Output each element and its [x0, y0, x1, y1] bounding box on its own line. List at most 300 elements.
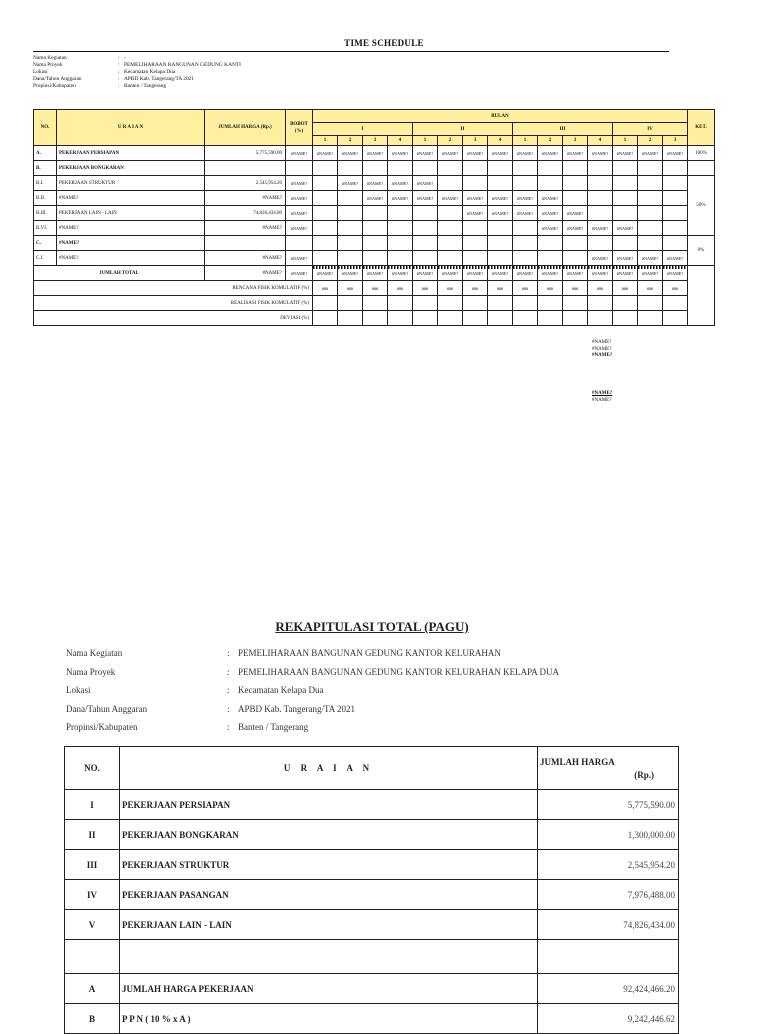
- notes-block: [592, 340, 612, 360]
- cell-week: [438, 176, 463, 191]
- cell-week: #NAME?: [613, 221, 638, 236]
- cell-harga: 74,826,434.00: [205, 206, 286, 221]
- cell-uraian: PEKERJAAN PASANGAN: [120, 880, 538, 910]
- col-header-ket: KET.: [688, 110, 715, 146]
- cell-week: [388, 206, 413, 221]
- signature-name: #NAME?: [592, 391, 613, 396]
- cell-uraian: PEKERJAAN LAIN - LAIN: [57, 206, 205, 221]
- rencana-week: ###: [513, 281, 538, 296]
- info-label: Dana/Tahun Anggaran: [66, 703, 148, 714]
- realisasi-row: [34, 296, 715, 311]
- info-value: Banten / Tangerang: [124, 83, 167, 89]
- cell-harga: 5,775,590.00: [205, 146, 286, 161]
- cell-ket: 100%: [688, 146, 715, 161]
- schedule-table: [33, 109, 715, 326]
- cell-ket: 50%: [688, 176, 715, 236]
- rencana-week: ###: [663, 281, 688, 296]
- info-value: Kecamatan Kelapa Dua: [238, 685, 324, 695]
- cell-week: #NAME?: [563, 206, 588, 221]
- table-row: [65, 850, 679, 880]
- cell-week: [363, 251, 388, 266]
- table-row: [65, 820, 679, 850]
- cell-week: [513, 251, 538, 266]
- week-header: 1: [313, 136, 338, 146]
- cell-week: [638, 161, 663, 176]
- info-separator: :: [118, 55, 120, 61]
- cell-week: [588, 161, 613, 176]
- total-week: #NAME?: [513, 266, 538, 281]
- cell-week: [488, 221, 513, 236]
- cell-week: [538, 161, 563, 176]
- total-bobot: #NAME?: [286, 266, 313, 281]
- month-header: II: [413, 123, 513, 136]
- cell-week: #NAME?: [438, 146, 463, 161]
- deviasi-week: [613, 311, 638, 326]
- cell-no: [65, 940, 120, 974]
- week-header: 2: [438, 136, 463, 146]
- cell-week: [613, 236, 638, 251]
- cell-week: [563, 251, 588, 266]
- cell-bobot: #NAME?: [286, 221, 313, 236]
- cell-week: #NAME?: [588, 251, 613, 266]
- cell-uraian: [120, 940, 538, 974]
- week-header: 1: [613, 136, 638, 146]
- cell-no: C.I.: [34, 251, 57, 266]
- cell-week: [463, 161, 488, 176]
- cell-week: [463, 236, 488, 251]
- deviasi-week: [588, 311, 613, 326]
- cell-week: [388, 161, 413, 176]
- info-separator: :: [118, 76, 120, 82]
- cell-no: A.: [34, 146, 57, 161]
- cell-week: #NAME?: [413, 146, 438, 161]
- cell-harga: [538, 940, 679, 974]
- realisasi-label: REALISASI FISIK KOMULATIF (%): [34, 296, 313, 311]
- cell-bobot: #NAME?: [286, 206, 313, 221]
- info-row: [33, 69, 241, 76]
- cell-uraian: PEKERJAAN LAIN - LAIN: [120, 910, 538, 940]
- cell-week: [413, 251, 438, 266]
- table-row: [34, 191, 715, 206]
- cell-week: #NAME?: [388, 191, 413, 206]
- cell-week: #NAME?: [488, 146, 513, 161]
- week-header: 2: [338, 136, 363, 146]
- total-week: #NAME?: [363, 266, 388, 281]
- cell-week: [563, 176, 588, 191]
- week-header: 3: [663, 136, 688, 146]
- cell-harga: #NAME?: [205, 251, 286, 266]
- total-week: #NAME?: [538, 266, 563, 281]
- table-row: [34, 146, 715, 161]
- rencana-week: ###: [413, 281, 438, 296]
- cell-bobot: [286, 236, 313, 251]
- cell-uraian: #NAME?: [57, 221, 205, 236]
- cell-week: [663, 191, 688, 206]
- col-header-jumlah-harga: [538, 747, 679, 790]
- deviasi-row: [34, 311, 715, 326]
- cell-week: [538, 236, 563, 251]
- cell-week: [313, 221, 338, 236]
- realisasi-week: [613, 296, 638, 311]
- deviasi-week: [488, 311, 513, 326]
- col-header-no: NO.: [65, 747, 120, 790]
- cell-week: [313, 176, 338, 191]
- cell-week: [388, 236, 413, 251]
- cell-uraian: PEKERJAAN BONGKARAN: [120, 820, 538, 850]
- rencana-row: [34, 281, 715, 296]
- info-label: Nama Proyek: [66, 666, 116, 677]
- cell-week: [663, 221, 688, 236]
- cell-week: [313, 206, 338, 221]
- deviasi-week: [313, 311, 338, 326]
- info-separator: :: [227, 722, 230, 732]
- cell-week: #NAME?: [563, 221, 588, 236]
- cell-uraian: #NAME?: [57, 236, 205, 251]
- cell-week: [338, 221, 363, 236]
- cell-no: IV: [65, 880, 120, 910]
- table-row: [34, 236, 715, 251]
- title-divider: [33, 51, 669, 52]
- cell-week: #NAME?: [438, 191, 463, 206]
- cell-week: [338, 251, 363, 266]
- rencana-week: ###: [438, 281, 463, 296]
- deviasi-week: [388, 311, 413, 326]
- rencana-week: ###: [613, 281, 638, 296]
- deviasi-week: [438, 311, 463, 326]
- info-value: PEMELIHARAAN BANGUNAN GEDUNG KANTOR KELURAHAN: [238, 648, 501, 658]
- time-schedule-info: [33, 55, 241, 90]
- cell-uraian: P P N ( 10 % x A ): [120, 1004, 538, 1034]
- info-label: Nama Kegiatan: [33, 55, 67, 61]
- info-label: Lokasi: [66, 685, 91, 695]
- cell-week: [313, 191, 338, 206]
- week-header: 4: [488, 136, 513, 146]
- info-row: [66, 718, 559, 737]
- info-separator: :: [118, 83, 120, 89]
- cell-week: [338, 161, 363, 176]
- info-separator: :: [227, 648, 230, 658]
- cell-week: #NAME?: [463, 206, 488, 221]
- cell-bobot: #NAME?: [286, 146, 313, 161]
- info-separator: :: [227, 703, 230, 714]
- cell-week: #NAME?: [513, 206, 538, 221]
- cell-week: [513, 176, 538, 191]
- table-row: [65, 910, 679, 940]
- week-header: 3: [463, 136, 488, 146]
- deviasi-week: [563, 311, 588, 326]
- cell-harga: #NAME?: [205, 191, 286, 206]
- col-header-bobot: BOBOT (%): [286, 110, 313, 146]
- cell-week: [438, 251, 463, 266]
- total-week: #NAME?: [488, 266, 513, 281]
- info-separator: :: [118, 62, 120, 68]
- total-week: #NAME?: [388, 266, 413, 281]
- cell-week: [638, 191, 663, 206]
- week-header: 3: [363, 136, 388, 146]
- total-week: #NAME?: [463, 266, 488, 281]
- info-value: PEMELIHARAAN BANGUNAN GEDUNG KANTOR KELURAHAN KELAPA DUA: [238, 666, 559, 677]
- deviasi-week: [338, 311, 363, 326]
- cell-harga: 1,300,000.00: [538, 820, 679, 850]
- rencana-week: ###: [313, 281, 338, 296]
- cell-week: [513, 161, 538, 176]
- header-line: JUMLAH HARGA: [540, 757, 615, 767]
- cell-week: #NAME?: [588, 221, 613, 236]
- cell-no: B.I.: [34, 176, 57, 191]
- total-harga: #NAME?: [205, 266, 286, 281]
- cell-week: #NAME?: [588, 146, 613, 161]
- col-header-bulan: BULAN: [313, 110, 688, 123]
- table-row: [65, 1004, 679, 1034]
- realisasi-week: [413, 296, 438, 311]
- cell-harga: 7,976,488.00: [538, 880, 679, 910]
- cell-week: [563, 191, 588, 206]
- signature-title: #NAME?: [592, 397, 612, 403]
- realisasi-week: [463, 296, 488, 311]
- cell-no: I: [65, 790, 120, 820]
- cell-week: [488, 251, 513, 266]
- deviasi-week: [538, 311, 563, 326]
- info-row: [66, 681, 559, 700]
- deviasi-week: [513, 311, 538, 326]
- cell-week: [538, 251, 563, 266]
- cell-week: [588, 236, 613, 251]
- total-week: #NAME?: [563, 266, 588, 281]
- month-header: III: [513, 123, 613, 136]
- cell-harga: 2,545,954.20: [205, 176, 286, 191]
- cell-week: [563, 236, 588, 251]
- deviasi-week: [413, 311, 438, 326]
- cell-week: [363, 161, 388, 176]
- info-value: APBD Kab. Tangerang/TA 2021: [124, 76, 195, 82]
- deviasi-week: [363, 311, 388, 326]
- cell-uraian: PEKERJAAN PERSIAPAN: [57, 146, 205, 161]
- total-week: #NAME?: [413, 266, 438, 281]
- header-line: (Rp.): [634, 770, 654, 780]
- cell-week: #NAME?: [638, 146, 663, 161]
- cell-week: #NAME?: [338, 146, 363, 161]
- rencana-week: ###: [638, 281, 663, 296]
- cell-no: B.III.: [34, 206, 57, 221]
- week-header: 1: [513, 136, 538, 146]
- col-header-no: NO.: [34, 110, 57, 146]
- rencana-week: ###: [588, 281, 613, 296]
- info-label: Propinsi/Kabupaten: [66, 722, 138, 732]
- cell-week: #NAME?: [413, 191, 438, 206]
- info-label: Nama Proyek: [33, 62, 63, 68]
- cell-week: [588, 176, 613, 191]
- cell-no: A: [65, 974, 120, 1004]
- rencana-week: ###: [388, 281, 413, 296]
- cell-harga: 5,775,590.00: [538, 790, 679, 820]
- cell-week: [538, 176, 563, 191]
- cell-week: [438, 221, 463, 236]
- info-row: [33, 62, 241, 69]
- realisasi-week: [638, 296, 663, 311]
- info-row: [33, 83, 241, 90]
- cell-week: [438, 206, 463, 221]
- info-value: APBD Kab. Tangerang/TA 2021: [238, 703, 355, 714]
- table-row: [34, 251, 715, 266]
- realisasi-week: [513, 296, 538, 311]
- cell-week: [313, 236, 338, 251]
- realisasi-week: [313, 296, 338, 311]
- total-label: JUMLAH TOTAL: [34, 266, 205, 281]
- cell-harga: 2,545,954.20: [538, 850, 679, 880]
- info-separator: :: [118, 69, 120, 75]
- info-row: [66, 644, 559, 663]
- cell-week: [338, 191, 363, 206]
- rekap-info: [66, 644, 559, 737]
- cell-week: [613, 206, 638, 221]
- cell-bobot: #NAME?: [286, 191, 313, 206]
- table-row: [65, 790, 679, 820]
- realisasi-week: [563, 296, 588, 311]
- info-separator: :: [227, 666, 230, 677]
- cell-bobot: #NAME?: [286, 251, 313, 266]
- week-header: 2: [538, 136, 563, 146]
- cell-week: [413, 206, 438, 221]
- cell-week: #NAME?: [388, 176, 413, 191]
- rencana-week: ###: [463, 281, 488, 296]
- table-row: [34, 176, 715, 191]
- cell-week: [338, 236, 363, 251]
- info-label: Propinsi/Kabupaten: [33, 83, 76, 89]
- week-header: 2: [638, 136, 663, 146]
- cell-week: [588, 191, 613, 206]
- cell-week: [663, 206, 688, 221]
- cell-week: [663, 161, 688, 176]
- cell-week: #NAME?: [313, 146, 338, 161]
- cell-week: [513, 221, 538, 236]
- rencana-label: RENCANA FISIK KOMULATIF (%): [34, 281, 313, 296]
- cell-week: [313, 251, 338, 266]
- week-header: 4: [588, 136, 613, 146]
- week-header: 1: [413, 136, 438, 146]
- month-header: IV: [613, 123, 688, 136]
- table-row-empty: [65, 940, 679, 974]
- cell-harga: 74,826,434.00: [538, 910, 679, 940]
- cell-bobot: [286, 161, 313, 176]
- cell-week: [413, 161, 438, 176]
- cell-no: B.II.: [34, 191, 57, 206]
- total-row: [34, 266, 715, 281]
- cell-week: #NAME?: [638, 251, 663, 266]
- cell-week: [563, 161, 588, 176]
- cell-week: [488, 161, 513, 176]
- cell-uraian: JUMLAH HARGA PEKERJAAN: [120, 974, 538, 1004]
- cell-uraian: #NAME?: [57, 191, 205, 206]
- note-line: #NAME?: [592, 353, 613, 358]
- cell-week: #NAME?: [463, 191, 488, 206]
- info-separator: :: [227, 685, 230, 695]
- realisasi-week: [388, 296, 413, 311]
- rencana-week: ###: [338, 281, 363, 296]
- cell-week: #NAME?: [538, 206, 563, 221]
- table-row: [34, 161, 715, 176]
- cell-week: #NAME?: [338, 176, 363, 191]
- info-row: [66, 700, 559, 719]
- cell-week: [388, 221, 413, 236]
- cell-week: #NAME?: [538, 221, 563, 236]
- info-value: PEMELIHARAAN BANGUNAN GEDUNG KANTI: [124, 62, 241, 68]
- cell-week: #NAME?: [513, 146, 538, 161]
- cell-week: [388, 251, 413, 266]
- realisasi-week: [488, 296, 513, 311]
- week-header: 3: [563, 136, 588, 146]
- cell-week: [638, 221, 663, 236]
- cell-week: [313, 161, 338, 176]
- cell-week: #NAME?: [663, 251, 688, 266]
- week-header: 4: [388, 136, 413, 146]
- info-value: -: [124, 55, 126, 61]
- cell-week: [613, 161, 638, 176]
- cell-week: [663, 176, 688, 191]
- cell-week: [613, 191, 638, 206]
- total-week: #NAME?: [613, 266, 638, 281]
- info-label: Nama Kegiatan: [66, 648, 123, 658]
- info-value: Kecamatan Kelapa Dua: [124, 69, 176, 75]
- table-row: [34, 221, 715, 236]
- cell-week: [463, 251, 488, 266]
- cell-week: [363, 236, 388, 251]
- cell-week: #NAME?: [613, 146, 638, 161]
- cell-ket: [688, 161, 715, 176]
- cell-week: [488, 236, 513, 251]
- cell-week: [613, 176, 638, 191]
- table-row: [65, 974, 679, 1004]
- info-row: [66, 663, 559, 682]
- cell-week: [338, 206, 363, 221]
- total-week: #NAME?: [638, 266, 663, 281]
- cell-harga: 9,242,446.62: [538, 1004, 679, 1034]
- cell-week: #NAME?: [488, 206, 513, 221]
- rencana-week: ###: [538, 281, 563, 296]
- cell-week: #NAME?: [663, 146, 688, 161]
- realisasi-week: [538, 296, 563, 311]
- cell-week: [363, 206, 388, 221]
- info-value: Banten / Tangerang: [238, 722, 309, 732]
- cell-week: [488, 176, 513, 191]
- realisasi-week: [588, 296, 613, 311]
- cell-week: [413, 221, 438, 236]
- rencana-week: ###: [363, 281, 388, 296]
- cell-no: B.VI.: [34, 221, 57, 236]
- cell-week: [638, 206, 663, 221]
- deviasi-label: DEVIASI (%): [34, 311, 313, 326]
- total-week: #NAME?: [438, 266, 463, 281]
- cell-week: [663, 236, 688, 251]
- realisasi-week: [363, 296, 388, 311]
- rekap-table: [64, 746, 679, 1034]
- cell-no: B: [65, 1004, 120, 1034]
- time-schedule-title: TIME SCHEDULE: [344, 38, 424, 48]
- cell-bobot: #NAME?: [286, 176, 313, 191]
- cell-week: #NAME?: [388, 146, 413, 161]
- signature-block: [592, 391, 612, 404]
- cell-no: III: [65, 850, 120, 880]
- cell-ket: 0%: [688, 236, 715, 266]
- cell-week: #NAME?: [363, 176, 388, 191]
- cell-no: V: [65, 910, 120, 940]
- deviasi-week: [638, 311, 663, 326]
- table-row: [65, 880, 679, 910]
- cell-no: B.: [34, 161, 57, 176]
- cell-week: #NAME?: [463, 146, 488, 161]
- cell-week: #NAME?: [488, 191, 513, 206]
- col-header-jumlah-harga: JUMLAH HARGA (Rp.): [205, 110, 286, 146]
- cell-week: [463, 176, 488, 191]
